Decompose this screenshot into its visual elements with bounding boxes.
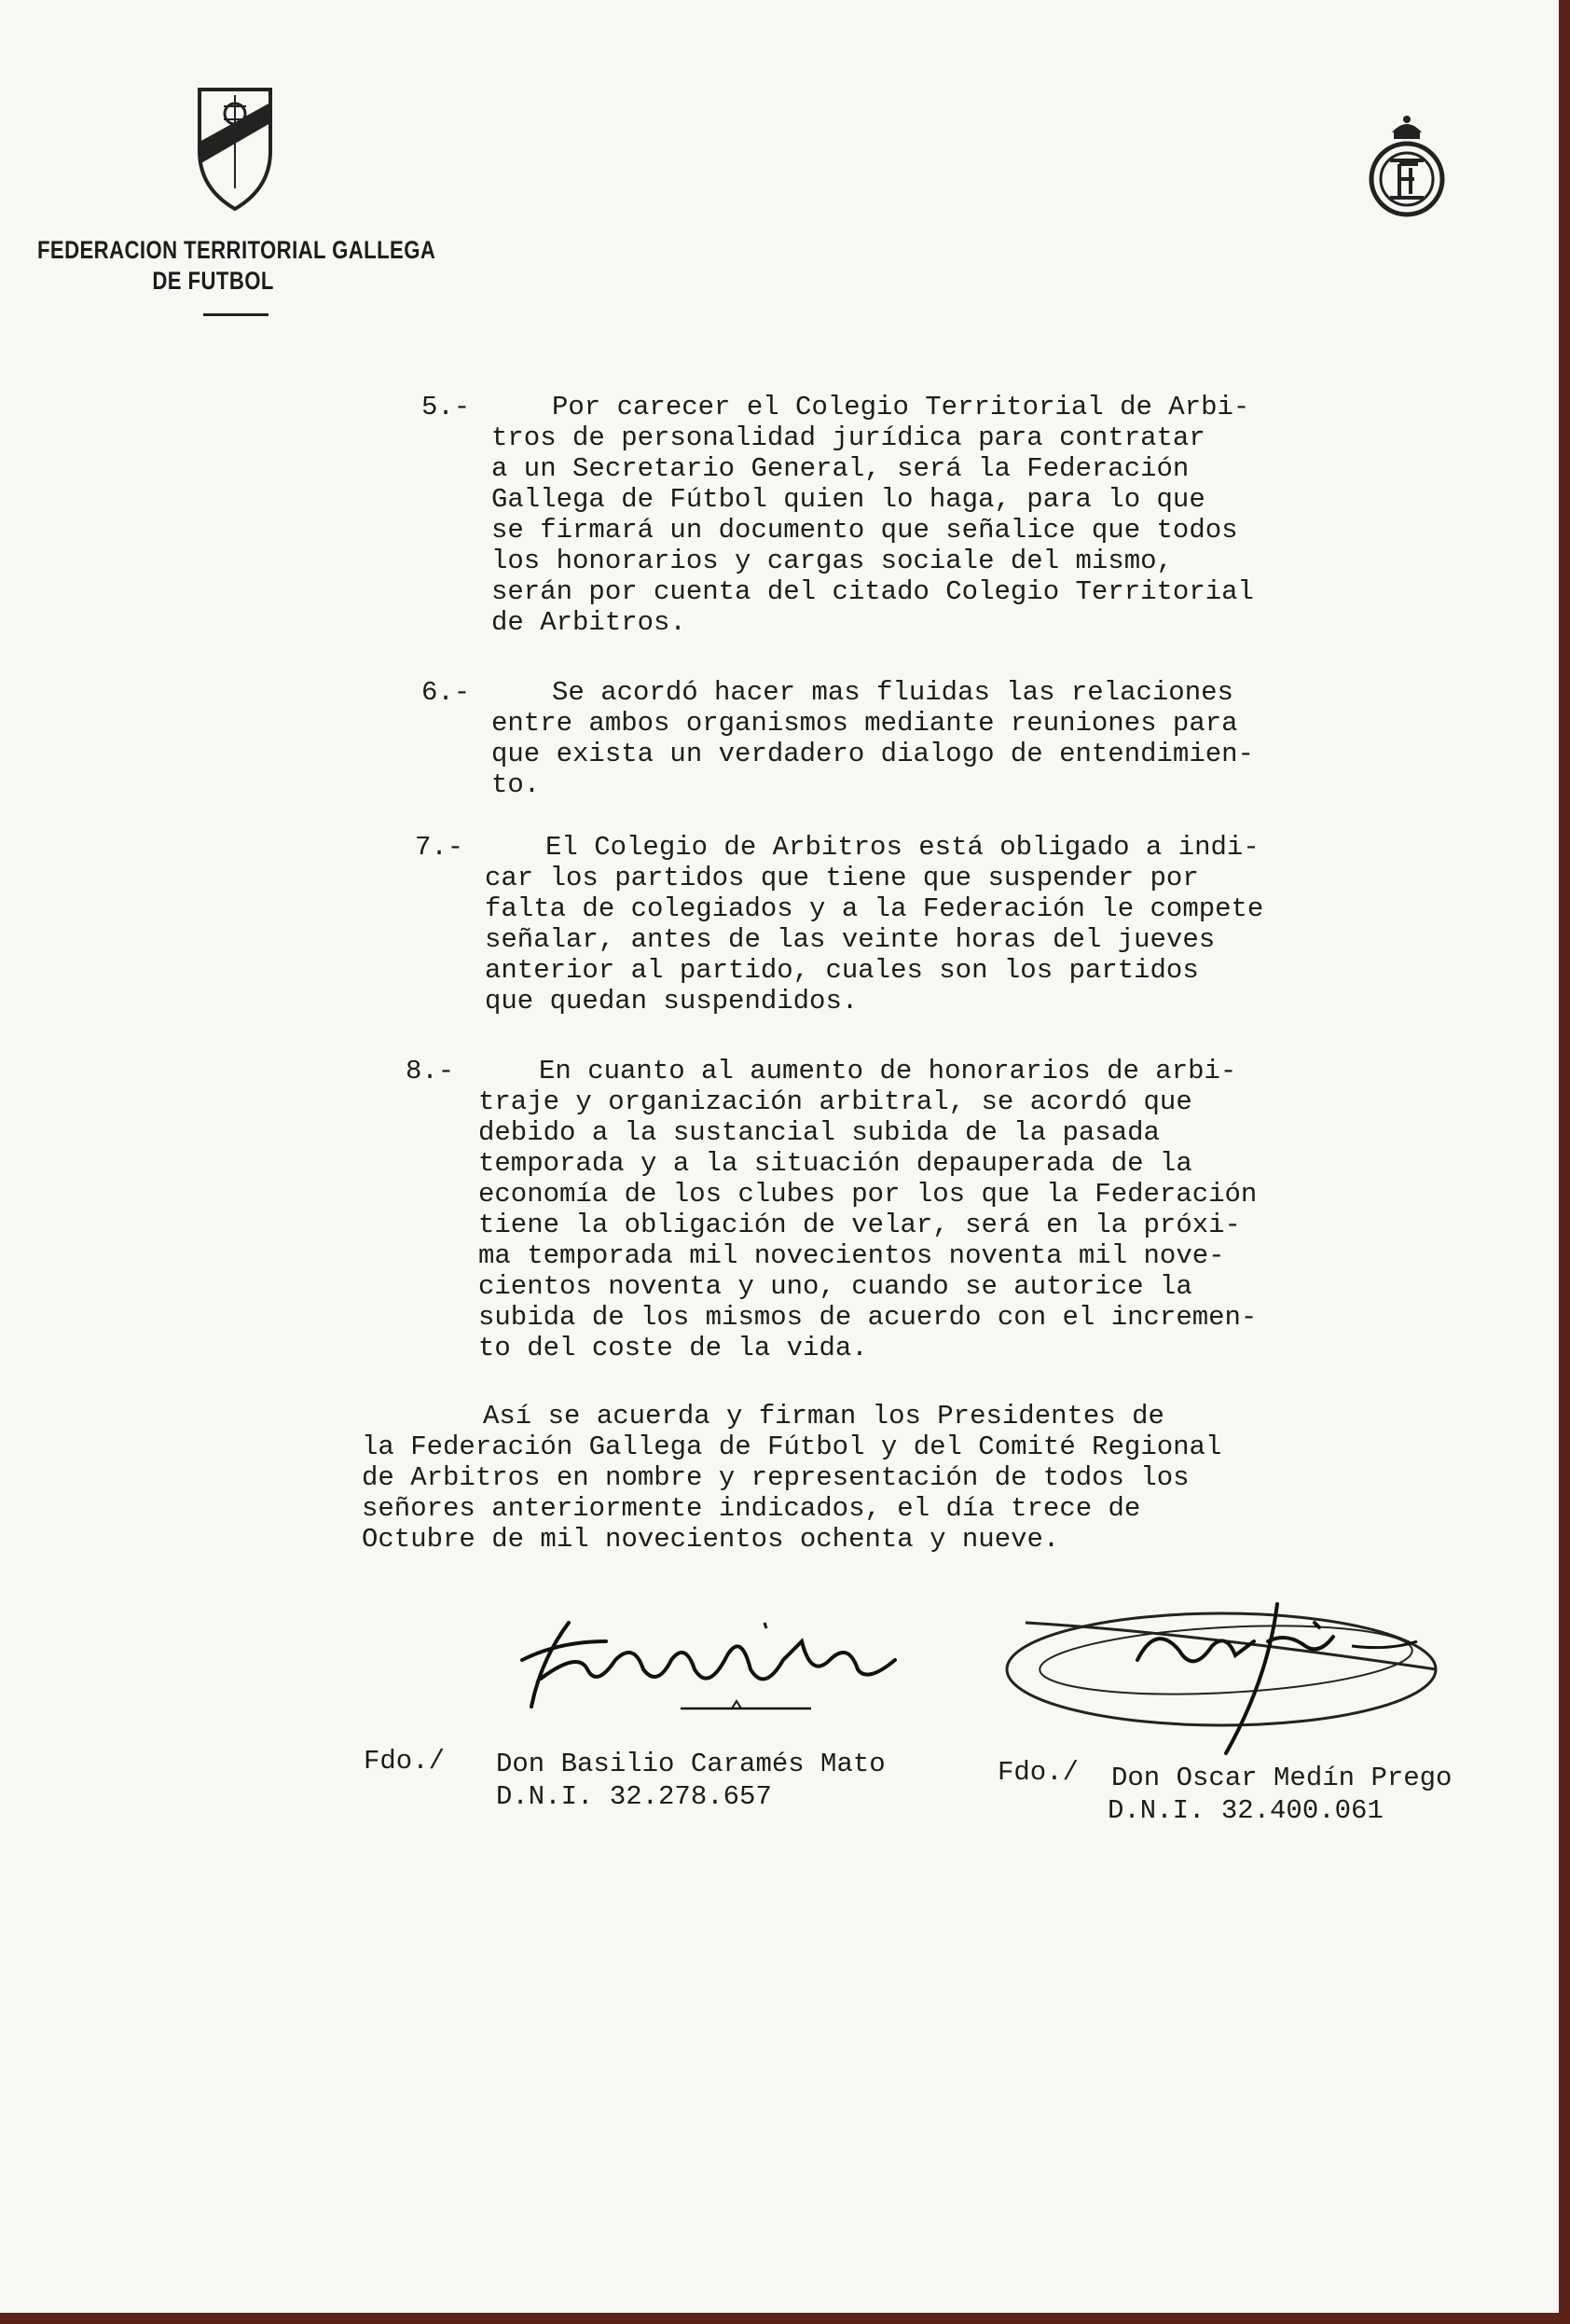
signature-basilio-carames xyxy=(503,1604,914,1725)
text-line: que quedan suspendidos. xyxy=(485,986,859,1017)
item-number: 5.- xyxy=(421,392,471,422)
signatory-2-prefix: Fdo./ xyxy=(998,1757,1080,1788)
page-edge-right xyxy=(1559,0,1570,2324)
text-line: tros de personalidad jurídica para contratar xyxy=(491,422,1205,453)
item-number: 7.- xyxy=(415,832,464,863)
letterhead-rule xyxy=(203,313,269,316)
text-line: de Arbitros. xyxy=(491,607,686,638)
item-text xyxy=(491,392,1400,638)
text-line: falta de colegiados y a la Federación le compete xyxy=(485,893,1264,924)
text-line: Gallega de Fútbol quien lo haga, para lo que xyxy=(491,484,1205,515)
item-text xyxy=(478,1056,1380,1363)
text-line: serán por cuenta del citado Colegio Territorial xyxy=(491,576,1254,607)
text-line: Octubre de mil novecientos ochenta y nueve. xyxy=(362,1524,1060,1555)
closing-paragraph xyxy=(362,1401,1378,1555)
text-line: anterior al partido, cuales son los partidos xyxy=(485,955,1199,986)
signatory-1-dni: D.N.I. 32.278.657 xyxy=(496,1781,772,1812)
federation-name-line1: FEDERACION TERRITORIAL GALLEGA xyxy=(37,236,436,264)
text-line: entre ambos organismos mediante reuniones para xyxy=(491,708,1238,739)
text-line: tiene la obligación de velar, será en la próxi- xyxy=(478,1210,1241,1240)
text-line: car los partidos que tiene que suspender por xyxy=(485,863,1199,893)
item-number: 6.- xyxy=(421,677,471,708)
federation-shield-icon xyxy=(196,86,274,213)
text-line: Por carecer el Colegio Territorial de Arbi- xyxy=(552,392,1250,422)
text-line: temporada y a la situación depauperada de la xyxy=(478,1148,1192,1179)
text-line: se firmará un documento que señalice que todos xyxy=(491,515,1238,546)
text-line: cientos noventa y uno, cuando se autorice la xyxy=(478,1271,1192,1302)
text-line: Se acordó hacer mas fluidas las relaciones xyxy=(552,677,1233,708)
text-line: señalar, antes de las veinte horas del jueves xyxy=(485,924,1216,955)
text-line: los honorarios y cargas sociale del mismo, xyxy=(491,546,1173,576)
text-line: El Colegio de Arbitros está obligado a indi- xyxy=(545,832,1260,863)
text-line: economía de los clubes por los que la Federación xyxy=(478,1179,1258,1210)
text-line: traje y organización arbitral, se acordó que xyxy=(478,1086,1192,1117)
signatory-1-prefix: Fdo./ xyxy=(364,1746,446,1777)
text-line: que exista un verdadero dialogo de entendimien- xyxy=(491,739,1254,769)
signatory-2-name: Don Oscar Medín Prego xyxy=(1111,1763,1453,1793)
item-text xyxy=(485,832,1389,1017)
text-line: de Arbitros en nombre y representación de todos los xyxy=(362,1462,1190,1493)
federation-name-line2: DE FUTBOL xyxy=(152,267,274,295)
text-line: subida de los mismos de acuerdo con el incremen- xyxy=(478,1302,1258,1333)
royal-federation-emblem-icon xyxy=(1366,112,1448,222)
text-line: Así se acuerda y firman los Presidentes de xyxy=(483,1401,1164,1432)
text-line: la Federación Gallega de Fútbol y del Comité Regional xyxy=(362,1432,1222,1462)
text-line: to del coste de la vida. xyxy=(478,1333,868,1363)
text-line: to. xyxy=(491,769,541,800)
page-edge-bottom xyxy=(0,2313,1570,2324)
item-number: 8.- xyxy=(406,1056,455,1086)
item-text xyxy=(491,677,1400,800)
signature-oscar-medin xyxy=(998,1585,1454,1763)
signatory-1-name: Don Basilio Caramés Mato xyxy=(496,1749,886,1779)
text-line: señores anteriormente indicados, el día trece de xyxy=(362,1493,1141,1524)
signatory-2-dni: D.N.I. 32.400.061 xyxy=(1108,1795,1384,1826)
federation-name xyxy=(37,235,436,297)
text-line: ma temporada mil novecientos noventa mil nove- xyxy=(478,1240,1225,1271)
text-line: a un Secretario General, será la Federación xyxy=(491,453,1190,484)
text-line: debido a la sustancial subida de la pasada xyxy=(478,1117,1160,1148)
text-line: En cuanto al aumento de honorarios de arbi- xyxy=(539,1056,1237,1086)
